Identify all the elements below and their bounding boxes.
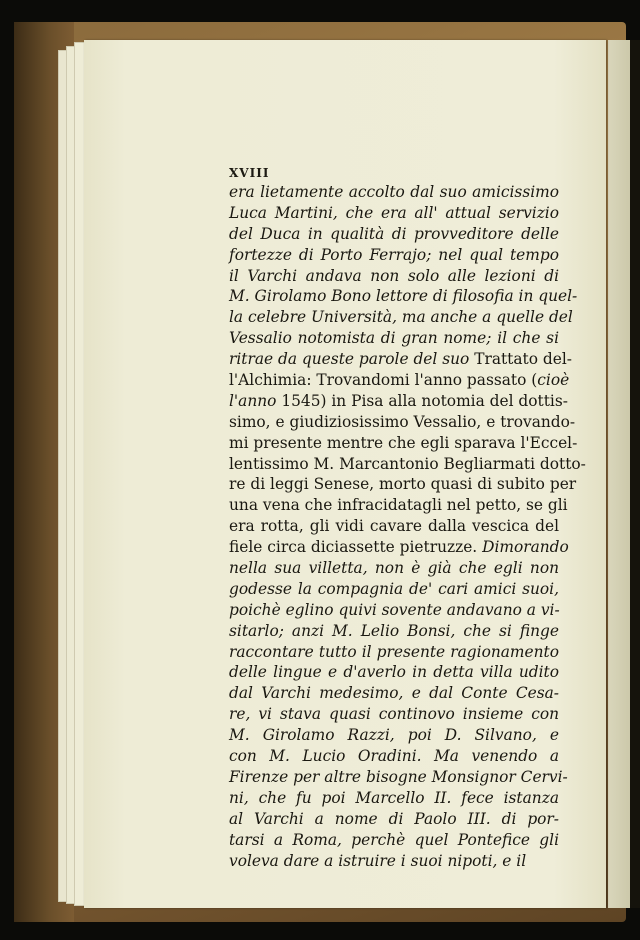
text-line [229, 412, 576, 433]
text-segment: delle lingue e d'averlo in detta villa udito [229, 663, 559, 682]
text-line [229, 621, 559, 642]
text-line [229, 600, 559, 621]
text-line [229, 683, 559, 704]
text-line [229, 349, 572, 370]
text-line [229, 725, 559, 746]
text-line [229, 182, 559, 203]
background-edge [630, 40, 640, 908]
text-segment: fortezze di Porto Ferrajo; nel qual tempo [229, 245, 559, 264]
text-segment: il Varchi andava non solo alle lezioni di [229, 266, 559, 285]
text-segment: re di leggi Senese, morto quasi di subito per [229, 475, 577, 494]
text-segment: ritrae da queste parole del suo [229, 350, 475, 369]
text-line [229, 328, 559, 349]
text-line [229, 516, 559, 537]
text-segment: la celebre Università, ma anche a quelle del [229, 308, 573, 327]
text-segment: raccontare tutto il presente ragionamento [229, 642, 559, 661]
text-line [229, 830, 559, 851]
text-segment: poichè eglino quivi sovente andavano a vi- [229, 600, 560, 619]
text-segment: sitarlo; anzi M. Lelio Bonsi, che si finge [229, 621, 559, 640]
text-line [229, 767, 568, 788]
text-segment: godesse la compagnia de' cari amici suoi, [229, 579, 559, 598]
text-line [229, 224, 559, 245]
text-line [229, 266, 559, 287]
text-line [229, 391, 568, 412]
text-segment: Vessalio notomista di gran nome; il che si [229, 329, 559, 348]
text-line [229, 495, 568, 516]
text-segment: nella sua villetta, non è già che egli non [229, 559, 559, 578]
text-segment: M. Girolamo Razzi, poi D. Silvano, e [229, 726, 559, 745]
text-line [229, 286, 578, 307]
text-segment: Luca Martini, che era all' attual servizio [229, 203, 559, 222]
text-line [229, 642, 559, 663]
text-line [229, 307, 573, 328]
text-segment: voleva dare a istruire i suoi nipoti, e il [229, 851, 527, 870]
text-line [229, 662, 559, 683]
text-segment: lentissimo M. Marcantonio Begliarmati dotto- [229, 454, 586, 473]
text-segment: 1545) in Pisa alla notomia del dottis- [281, 391, 568, 410]
text-segment: dal Varchi medesimo, e dal Conte Cesa- [229, 684, 559, 703]
text-line [229, 788, 559, 809]
text-segment: al Varchi a nome di Paolo III. di por- [229, 809, 559, 828]
text-line [229, 746, 559, 767]
text-line [229, 370, 570, 391]
text-segment: con M. Lucio Oradini. Ma venendo a [229, 747, 559, 766]
text-line [229, 558, 559, 579]
text-segment: del Duca in qualità di provveditore delle [229, 224, 559, 243]
text-segment: re, vi stava quasi continovo insieme con [229, 705, 559, 724]
text-line [229, 203, 559, 224]
text-segment: l'Alchimia: Trovandomi l'anno passato ( [229, 371, 538, 390]
text-line [229, 474, 577, 495]
text-segment: una vena che infracidatagli nel petto, se gli [229, 496, 568, 515]
text-segment: era rotta, gli vidi cavare dalla vescica del [229, 517, 559, 536]
text-segment: simo, e giudiziosissimo Vessalio, e trovando- [229, 412, 576, 431]
text-segment: ni, che fu poi Marcello II. fece istanza [229, 788, 559, 807]
text-line [229, 704, 559, 725]
text-line [229, 454, 586, 475]
text-segment: Dimorando [482, 538, 569, 557]
text-segment: mi presente mentre che egli sparava l'Eccel- [229, 433, 578, 452]
text-line [229, 245, 559, 266]
page-number: XVIII [229, 166, 270, 180]
text-line [229, 579, 559, 600]
text-line [229, 809, 559, 830]
text-segment: era lietamente accolto dal suo amicissimo [229, 183, 559, 201]
text-line [229, 851, 559, 872]
text-segment: tarsi a Roma, perchè quel Pontefice gli [229, 830, 559, 849]
text-line [229, 537, 569, 558]
text-line [229, 433, 578, 454]
text-segment: Firenze per altre bisogne Monsignor Cervi- [229, 767, 568, 786]
text-segment: fiele circa diciassette pietruzze. [229, 538, 483, 557]
text-segment: Trattato del- [474, 350, 572, 369]
body-text [229, 182, 586, 871]
text-segment: l'anno [229, 391, 282, 410]
text-segment: M. Girolamo Bono lettore di filosofia in quel- [229, 287, 578, 306]
text-segment: cioè [537, 371, 570, 390]
